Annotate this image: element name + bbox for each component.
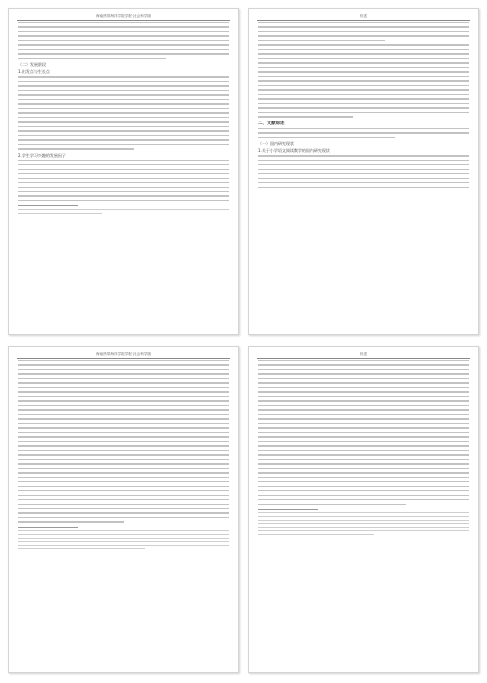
text-line — [18, 126, 229, 127]
text-line — [258, 486, 469, 487]
text-line — [18, 85, 229, 86]
text-line — [18, 182, 229, 183]
text-line — [258, 76, 469, 77]
footnote-line — [18, 545, 229, 546]
page-header: 综述 — [257, 352, 470, 359]
text-line — [258, 396, 469, 397]
text-line — [18, 31, 229, 32]
footnote-line — [18, 530, 229, 531]
text-line — [18, 35, 229, 36]
text-line — [18, 76, 229, 77]
text-line — [18, 418, 229, 419]
text-line — [18, 94, 229, 95]
text-line — [18, 187, 229, 188]
text-line — [258, 40, 385, 41]
text-line — [258, 49, 469, 50]
footnote-line — [18, 534, 229, 535]
text-line — [18, 200, 229, 201]
text-line — [18, 423, 229, 424]
text-line — [258, 80, 469, 81]
text-line — [18, 427, 229, 428]
text-line — [258, 89, 469, 90]
footnote-line — [258, 523, 469, 524]
text-line — [18, 53, 229, 54]
text-line — [258, 94, 469, 95]
footnote-line — [18, 548, 145, 549]
text-line — [18, 99, 229, 100]
text-line — [258, 62, 469, 63]
text-line — [18, 468, 229, 469]
text-line — [258, 31, 469, 32]
text-line — [18, 445, 229, 446]
text-line — [18, 160, 229, 161]
text-line — [18, 373, 229, 374]
text-line — [258, 387, 469, 388]
text-line — [258, 414, 469, 415]
footnote-line — [258, 520, 469, 521]
text-line — [18, 441, 229, 442]
text-line — [258, 450, 469, 451]
text-line — [18, 405, 229, 406]
text-line — [258, 169, 469, 170]
text-line — [18, 112, 229, 113]
text-line — [258, 128, 469, 129]
text-line — [18, 144, 229, 145]
text-line — [258, 405, 469, 406]
text-line — [18, 454, 229, 455]
text-line — [18, 409, 229, 410]
text-line — [18, 22, 229, 23]
document-page-3 — [8, 346, 239, 673]
text-line — [258, 445, 469, 446]
page-body — [18, 22, 229, 320]
text-line — [18, 463, 229, 464]
text-line — [18, 195, 229, 196]
text-line — [18, 58, 166, 59]
document-page-4 — [248, 346, 479, 673]
text-line — [258, 378, 469, 379]
text-line — [258, 463, 469, 464]
text-line — [258, 423, 469, 424]
text-line — [18, 477, 229, 478]
text-line — [258, 160, 469, 161]
text-line — [18, 521, 124, 522]
text-line — [258, 436, 469, 437]
text-line — [258, 178, 469, 179]
text-line — [258, 71, 469, 72]
document-page-2 — [248, 8, 479, 335]
page-body — [258, 360, 469, 658]
footnote-line — [258, 530, 469, 531]
text-line — [258, 103, 469, 104]
text-line — [18, 508, 229, 509]
text-line — [18, 387, 229, 388]
text-line — [258, 58, 469, 59]
footnote-line — [18, 541, 229, 542]
text-line — [18, 121, 229, 122]
subsection-heading: （一）国内研究现状 — [258, 141, 294, 147]
text-line — [18, 40, 229, 41]
text-line — [18, 400, 229, 401]
text-line — [18, 490, 229, 491]
text-line — [18, 512, 229, 513]
text-line — [258, 459, 469, 460]
text-line — [258, 173, 469, 174]
text-line — [18, 378, 229, 379]
text-line — [258, 481, 469, 482]
text-line — [18, 391, 229, 392]
text-line — [18, 459, 229, 460]
text-line — [18, 148, 134, 149]
text-line — [18, 369, 229, 370]
text-line — [258, 26, 469, 27]
footnote-line — [258, 512, 469, 513]
footnote-separator — [258, 509, 318, 510]
text-line — [258, 382, 469, 383]
text-line — [258, 98, 469, 99]
text-line — [258, 468, 469, 469]
text-line — [258, 116, 353, 117]
text-line — [18, 130, 229, 131]
footnote-line — [18, 209, 229, 210]
text-line — [258, 85, 469, 86]
text-line — [18, 481, 229, 482]
footnote-separator — [18, 527, 78, 528]
text-line — [18, 191, 229, 192]
text-line — [18, 169, 229, 170]
text-line — [258, 364, 469, 365]
section-heading: （二）发展阶段 — [18, 62, 46, 68]
subsection-heading: 1.关于小学语文阅读教学的国内研究现状 — [258, 148, 330, 154]
text-line — [18, 436, 229, 437]
text-line — [18, 178, 229, 179]
text-line — [258, 112, 469, 113]
text-line — [258, 477, 469, 478]
page-header: 综述 — [257, 14, 470, 21]
text-line — [18, 414, 229, 415]
text-line — [258, 432, 469, 433]
text-line — [18, 495, 229, 496]
text-line — [258, 22, 469, 23]
text-line — [18, 173, 229, 174]
text-line — [18, 472, 229, 473]
text-line — [258, 373, 469, 374]
footnote-line — [258, 534, 374, 535]
text-line — [258, 369, 469, 370]
section-heading: 二、文献综述 — [258, 120, 285, 126]
footnote-line — [18, 538, 229, 539]
page-header: 海南热带海洋学院学报·社会科学版 — [17, 14, 230, 21]
text-line — [18, 81, 229, 82]
text-line — [258, 132, 469, 133]
text-line — [258, 155, 469, 156]
text-line — [258, 67, 469, 68]
subsection-heading: 2.学生学习兴趣的发展因子 — [18, 152, 66, 158]
text-line — [18, 382, 229, 383]
text-line — [18, 450, 229, 451]
text-line — [258, 495, 469, 496]
text-line — [18, 432, 229, 433]
text-line — [18, 117, 229, 118]
text-line — [258, 187, 469, 188]
text-line — [18, 164, 229, 165]
text-line — [258, 441, 469, 442]
text-line — [258, 182, 469, 183]
page-body — [258, 22, 469, 320]
text-line — [258, 427, 469, 428]
text-line — [258, 454, 469, 455]
text-line — [258, 44, 469, 45]
text-line — [18, 499, 229, 500]
text-line — [258, 107, 469, 108]
text-line — [258, 137, 395, 138]
text-line — [18, 49, 229, 50]
text-line — [258, 360, 469, 361]
text-line — [18, 26, 229, 27]
text-line — [18, 486, 229, 487]
page-body — [18, 360, 229, 658]
text-line — [258, 35, 469, 36]
text-line — [18, 135, 229, 136]
text-line — [258, 504, 406, 505]
text-line — [258, 490, 469, 491]
text-line — [258, 164, 469, 165]
text-line — [258, 409, 469, 410]
footnote-line — [258, 516, 469, 517]
document-page-1 — [8, 8, 239, 335]
text-line — [18, 360, 229, 361]
footnote-line — [18, 213, 102, 214]
text-line — [18, 396, 229, 397]
text-line — [18, 364, 229, 365]
text-line — [258, 53, 469, 54]
text-line — [18, 504, 229, 505]
text-line — [258, 400, 469, 401]
text-line — [18, 90, 229, 91]
subsection-heading: 1.出发点与生长点 — [18, 69, 50, 75]
text-line — [18, 44, 229, 45]
text-line — [258, 418, 469, 419]
footnote-line — [258, 527, 469, 528]
footnote-separator — [18, 205, 78, 206]
text-line — [18, 517, 229, 518]
text-line — [258, 391, 469, 392]
text-line — [18, 103, 229, 104]
text-line — [18, 139, 229, 140]
page-header: 海南热带海洋学院学报·社会科学版 — [17, 352, 230, 359]
text-line — [18, 108, 229, 109]
text-line — [258, 499, 469, 500]
text-line — [258, 472, 469, 473]
